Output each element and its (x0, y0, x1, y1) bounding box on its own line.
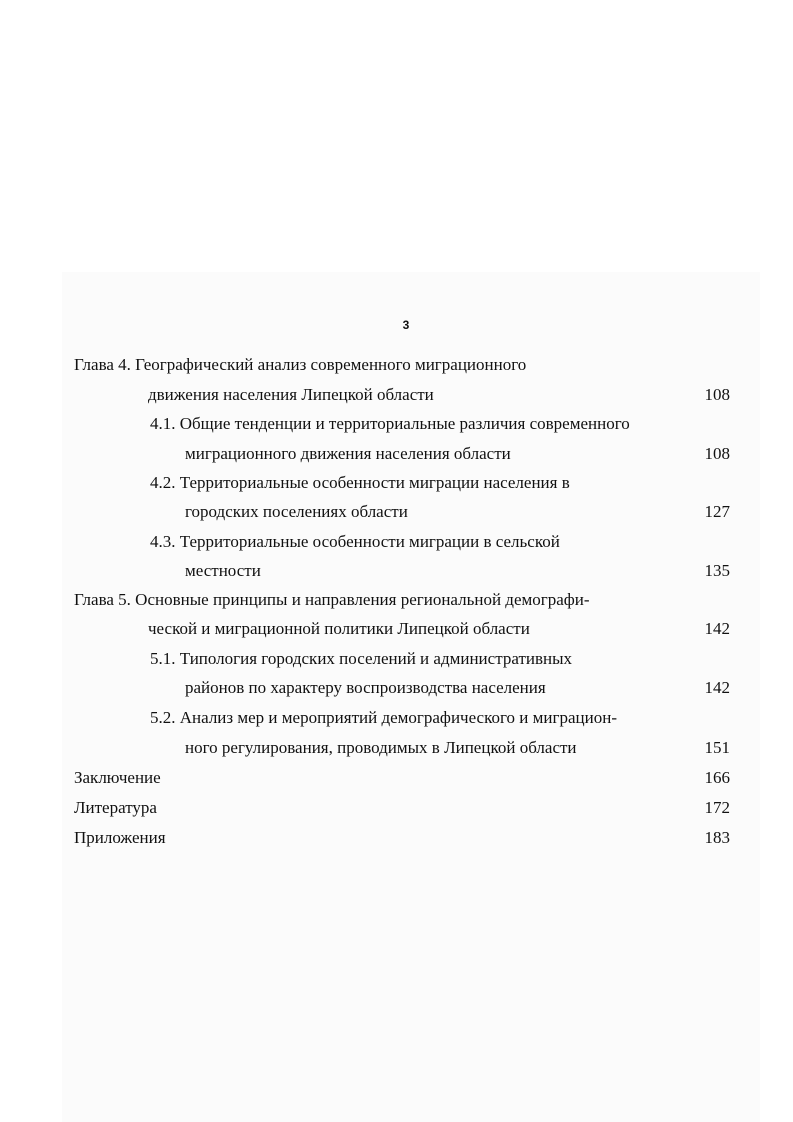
toc-chapter-4-title-line1: Глава 4. Географический анализ современного миграционного (74, 355, 527, 374)
toc-section-4-1-line2: миграционного движения населения области (185, 444, 511, 463)
toc-section-4-2-line2: городских поселениях области (185, 502, 408, 521)
toc-literature: Литература (74, 798, 157, 817)
toc-literature-page: 172 (704, 798, 730, 817)
toc-section-4-2-line1: 4.2. Территориальные особенности миграции населения в (150, 473, 570, 492)
toc-conclusion-page: 166 (704, 768, 730, 787)
toc-chapter-5-title-line2: ческой и миграционной политики Липецкой области (148, 619, 530, 638)
toc-section-4-3-line1: 4.3. Территориальные особенности миграции в сельской (150, 532, 560, 551)
toc-section-4-1-line1: 4.1. Общие тенденции и территориальные различия современного (150, 414, 630, 433)
toc-section-5-2-page: 151 (704, 738, 730, 757)
toc-chapter-5-title-line1: Глава 5. Основные принципы и направления региональной демографи- (74, 590, 590, 609)
toc-section-5-2-line1: 5.2. Анализ мер и мероприятий демографического и миграцион- (150, 708, 617, 727)
toc-section-4-1-page: 108 (704, 444, 730, 463)
toc-conclusion: Заключение (74, 768, 161, 787)
toc-section-5-1-page: 142 (704, 678, 730, 697)
toc-chapter-4-title-line2: движения населения Липецкой области (148, 385, 434, 404)
toc-section-5-2-line2: ного регулирования, проводимых в Липецкой области (185, 738, 577, 757)
page-number: 3 (402, 318, 410, 332)
toc-section-4-3-page: 135 (704, 561, 730, 580)
toc-section-5-1-line1: 5.1. Типология городских поселений и административных (150, 649, 573, 668)
toc-appendices: Приложения (74, 828, 166, 847)
toc-chapter-4-page: 108 (704, 385, 730, 404)
toc-section-4-3-line2: местности (185, 561, 261, 580)
toc-section-4-2-page: 127 (704, 502, 730, 521)
toc-appendices-page: 183 (704, 828, 730, 847)
toc-section-5-1-line2: районов по характеру воспроизводства населения (185, 678, 546, 697)
toc-chapter-5-page: 142 (704, 619, 730, 638)
